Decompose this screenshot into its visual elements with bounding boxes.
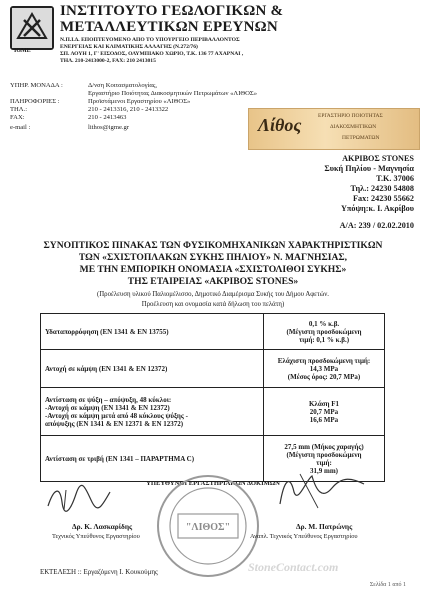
value-text: 14,3 MPa <box>309 364 339 373</box>
value-text: 16,6 MPa <box>309 415 339 424</box>
institute-name-line2: ΜΕΤΑΛΛΕΥΤΙΚΩΝ ΕΡΕΥΝΩΝ <box>60 19 278 35</box>
unit-value-1: Δ/νση Κοιτασματολογίας, <box>88 82 158 89</box>
institute-name-line1: ΙΝΣΤΙΤΟΥΤΟ ΓΕΩΛΟΓΙΚΩΝ & <box>60 3 284 19</box>
recipient-attention: Υπόψη:κ. Ι. Ακρίβου <box>340 204 414 213</box>
value-text: Κλάση F1 <box>308 399 340 408</box>
signature-left <box>40 482 120 514</box>
value-text: 31,9 mm) <box>310 466 338 475</box>
reference-number: Α/Α: 239 / 02.02.2010 <box>339 221 414 230</box>
logo-caption: IGME <box>14 48 31 54</box>
institute-subtitle-2: ΕΝΕΡΓΕΙΑΣ ΚΑΙ ΚΛΙΜΑΤΙΚΗΣ ΑΛΛΑΓΗΣ (Ν.272/76) <box>60 44 198 50</box>
value-cell <box>264 388 385 436</box>
properties-table <box>40 313 385 482</box>
table-row <box>41 350 385 388</box>
value-text: τιμή: 0,1 % κ.β.) <box>298 335 350 344</box>
institute-address: ΣΠ. ΛΟΥΗ 1, Γ' ΕΙΣΟΔΟΣ, ΟΛΥΜΠΙΑΚΟ ΧΩΡΙΟ, Τ.Κ. 136 77 ΑΧΑΡΝΑΙ , <box>60 51 244 57</box>
lithos-logo-text: Λίθος <box>258 115 302 135</box>
title-line-2: ΤΩΝ «ΣΧΙΣΤΟΠΛΑΚΩΝ ΣΥΚΗΣ ΠΗΛΙΟΥ» Ν. ΜΑΓΝΗΣΙΑΣ, <box>78 252 348 263</box>
watermark: StoneContact.com <box>248 560 339 574</box>
property-cell <box>41 350 264 388</box>
value-text: 20,7 MPa <box>309 407 339 416</box>
value-cell <box>264 314 385 350</box>
fax-value: 210 - 2413463 <box>88 114 127 121</box>
lithos-subtitle-1: ΕΡΓΑΣΤΗΡΙΟ ΠΟΙΟΤΗΤΑΣ <box>318 113 383 119</box>
property-text: -Αντοχή σε κάμψη (ΕΝ 1341 & ΕΝ 12372) <box>45 403 170 412</box>
tel-value: 210 - 2413316, 210 - 2413322 <box>88 106 169 113</box>
stamp-text: "ΛΙΘΟΣ" <box>185 522 231 533</box>
value-text: 27,5 mm (Μήκος χαραγής) <box>284 442 364 451</box>
left-signatory-name: Δρ. Κ. Λασκαρίδης <box>72 522 133 531</box>
unit-label: ΥΠΗΡ. ΜΟΝΑΔΑ : <box>10 82 63 89</box>
recipient-company: ΑΚΡΙΒΟΣ STONES <box>342 154 414 163</box>
igme-logo <box>10 6 54 50</box>
recipient-phone: Τηλ.: 24230 54808 <box>350 184 414 193</box>
origin-note-1: (Προέλευση υλικού Παλιομέλισσο, Δημοτικό Διαμέρισμα Συκής του Δήμου Αφετών. <box>97 291 329 298</box>
left-signatory-role: Τεχνικός Υπεύθυνος Εργαστηρίου <box>52 533 140 540</box>
execution-note: ΕΚΤΕΛΕΣΗ :: Εργαζόμενη Ι. Κουκούμης <box>40 568 158 576</box>
title-line-1: ΣΥΝΟΠΤΙΚΟΣ ΠΙΝΑΚΑΣ ΤΩΝ ΦΥΣΙΚΟΜΗΧΑΝΙΚΩΝ ΧΑΡΑΚΤΗΡΙΣΤΙΚΩΝ <box>43 240 383 251</box>
value-text: (Μέγιστη προσδοκώμενη <box>286 450 362 459</box>
property-cell <box>41 314 264 350</box>
info-label: ΠΛΗΡΟΦΟΡΙΕΣ : <box>10 98 60 105</box>
page-note: Σελίδα 1 από 1 <box>369 582 406 588</box>
institute-subtitle-1: Ν.Π.Ι.Δ. ΕΠΟΠΤΕΥΟΜΕΝΟ ΑΠΟ ΤΟ ΥΠΟΥΡΓΕΙΟ ΠΕΡΙΒΑΛΛΟΝΤΟΣ <box>60 37 240 43</box>
recipient-location: Συκή Πηλίου - Μαγνησία <box>324 164 414 173</box>
property-water-absorption: Υδαταπορρόφηση (ΕΝ 1341 & ΕΝ 13755) <box>45 327 169 336</box>
origin-note-2: Προέλευση και ονομασία κατά δήλωση του πελάτη) <box>141 301 285 308</box>
property-freeze-thaw: Αντίσταση σε ψύξη – απόψυξη, 48 κύκλοι: <box>45 395 172 404</box>
recipient-postcode: Τ.Κ. 37006 <box>376 174 414 183</box>
value-text: τιμή: <box>316 458 332 467</box>
lithos-subtitle-3: ΠΕΤΡΩΜΑΤΩΝ <box>342 135 380 141</box>
tel-label: ΤΗΛ.: <box>10 106 28 113</box>
value-text: (Μέγιστη προσδοκώμενη <box>286 327 362 336</box>
property-flexural-strength: Αντοχή σε κάμψη (ΕΝ 1341 & ΕΝ 12372) <box>45 364 168 373</box>
title-line-3: ΜΕ ΤΗΝ ΕΜΠΟΡΙΚΗ ΟΝΟΜΑΣΙΑ «ΣΧΙΣΤΟΛΙΘΟΙ ΣΥΚΗΣ» <box>79 264 347 275</box>
recipient-fax: Fax: 24230 55662 <box>353 194 414 203</box>
right-signatory-role: Αναπλ. Τεχνικός Υπεύθυνος Εργαστηρίου <box>250 533 358 540</box>
property-text: -Αντοχή σε κάμψη μετά από 48 κύκλους ψύξης - <box>45 411 188 420</box>
value-text: 0,1 % κ.β. <box>308 319 340 328</box>
value-text: Ελάχιστη προσδοκώμενη τιμή: <box>277 356 371 365</box>
table-row <box>41 314 385 350</box>
institute-phone: ΤΗΛ. 210-2413000-2, FAX: 210 2413015 <box>60 58 156 64</box>
property-abrasion: Αντίσταση σε τριβή (ΕΝ 1341 – ΠΑΡΑΡΤΗΜΑ C) <box>45 454 195 463</box>
lithos-subtitle-2: ΔΙΑΚΟΣΜΗΤΙΚΩΝ <box>330 124 377 130</box>
responsible-heading: ΥΠΕΥΘΥΝΟΙ ΕΡΓΑΣΤΗΡΙΑΚΩΝ ΔΟΚΙΜΩΝ <box>146 480 280 487</box>
email-link[interactable]: lithos@igme.gr <box>88 124 130 131</box>
unit-value-2: Εργαστήριο Ποιότητας Διακοσμητικών Πετρωμάτων «ΛΙΘΟΣ» <box>88 90 258 97</box>
table-row <box>41 388 385 436</box>
value-cell <box>264 350 385 388</box>
value-text: (Μέσος όρος: 20,7 MPa) <box>287 372 361 381</box>
property-text: απόψυξης (ΕΝ 1341 & ΕΝ 12371 & ΕΝ 12372) <box>45 419 184 428</box>
property-cell <box>41 388 264 436</box>
email-label: e-mail : <box>10 124 31 131</box>
info-value: Προϊστάμενοι Εργαστηρίου «ΛΙΘΟΣ» <box>88 98 191 105</box>
fax-label: FAX: <box>10 114 25 121</box>
right-signatory-name: Δρ. Μ. Πατρώνης <box>296 522 353 531</box>
signature-right <box>260 470 380 510</box>
title-line-4: ΤΗΣ ΕΤΑΙΡΕΙΑΣ «ΑΚΡΙΒΟΣ STONES» <box>127 276 299 287</box>
